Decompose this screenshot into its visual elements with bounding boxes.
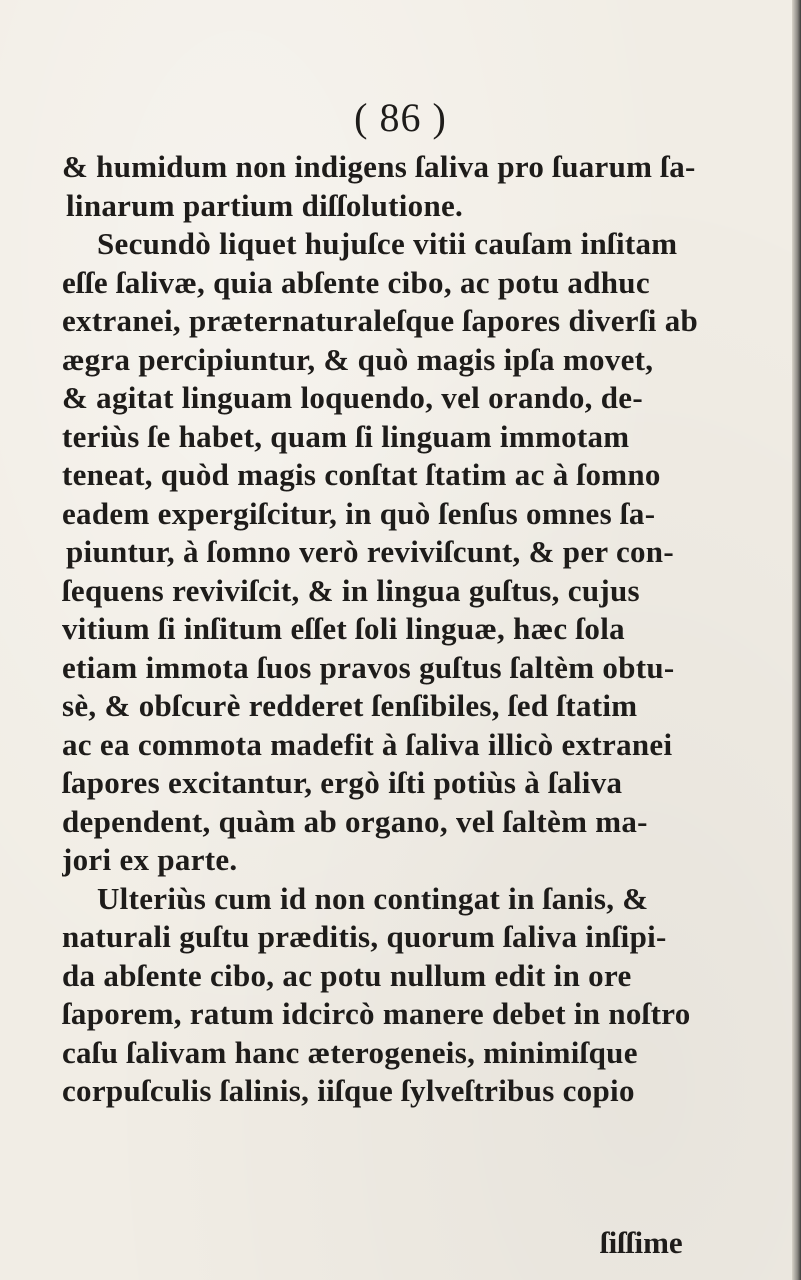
- text-line: eadem expergiſcitur, in quò ſenſus omnes ſa-: [62, 495, 656, 531]
- text-line: da abſente cibo, ac potu nullum edit in ore: [62, 957, 632, 993]
- text-line: sè, & obſcurè redderet ſenſibiles, ſed ſtatim: [62, 688, 638, 723]
- text-line: teriùs ſe habet, quam ſi linguam immotam: [62, 418, 630, 454]
- text-line: ac ea commota madefit à ſaliva illicò extranei: [62, 726, 673, 762]
- text-line: dependent, quàm ab organo, vel ſaltèm ma-: [62, 803, 648, 839]
- text-line: vitium ſi inſitum eſſet ſoli linguæ, hæc ſola: [62, 611, 625, 646]
- text-line: extranei, præternaturaleſque ſapores diverſi ab: [62, 303, 699, 338]
- text-line: eſſe ſalivæ, quia abſente cibo, ac potu adhuc: [62, 264, 650, 300]
- text-line: ſequens reviviſcit, & in lingua guſtus, cujus: [62, 572, 640, 608]
- page-number: ( 86 ): [354, 95, 447, 140]
- body-text: [62, 148, 792, 1111]
- text-line: & agitat linguam loquendo, vel orando, de-: [62, 380, 643, 415]
- text-line: caſu ſalivam hanc æterogeneis, minimiſque: [62, 1034, 638, 1070]
- paragraph-start-line: Secundò liquet hujuſce vitii cauſam inſitam: [97, 226, 678, 261]
- text-line: teneat, quòd magis conſtat ſtatim ac à ſomno: [62, 457, 661, 492]
- text-line: ſapores excitantur, ergò iſti potiùs à ſaliva: [62, 765, 623, 800]
- text-line: jori ex parte.: [62, 842, 238, 877]
- paragraph-start-line: Ulteriùs cum id non contingat in ſanis, &: [97, 880, 649, 916]
- page-edge-shadow: [792, 0, 801, 1280]
- text-line: & humidum non indigens ſaliva pro ſuarum ſa-: [62, 149, 696, 184]
- text-line: piuntur, à ſomno verò reviviſcunt, & per con-: [66, 534, 674, 569]
- text-line: ſaporem, ratum idcircò manere debet in noſtro: [62, 996, 691, 1031]
- text-line: etiam immota ſuos pravos guſtus ſaltèm obtu-: [62, 649, 675, 685]
- text-line: linarum partium diſſolutione.: [66, 187, 464, 223]
- catchword: ſiſſime: [600, 1225, 683, 1260]
- text-line: corpuſculis ſalinis, iiſque ſylveſtribus copio: [62, 1073, 635, 1108]
- text-line: ægra percipiuntur, & quò magis ipſa movet,: [62, 341, 654, 377]
- text-line: naturali guſtu præditis, quorum ſaliva inſipi-: [62, 919, 667, 954]
